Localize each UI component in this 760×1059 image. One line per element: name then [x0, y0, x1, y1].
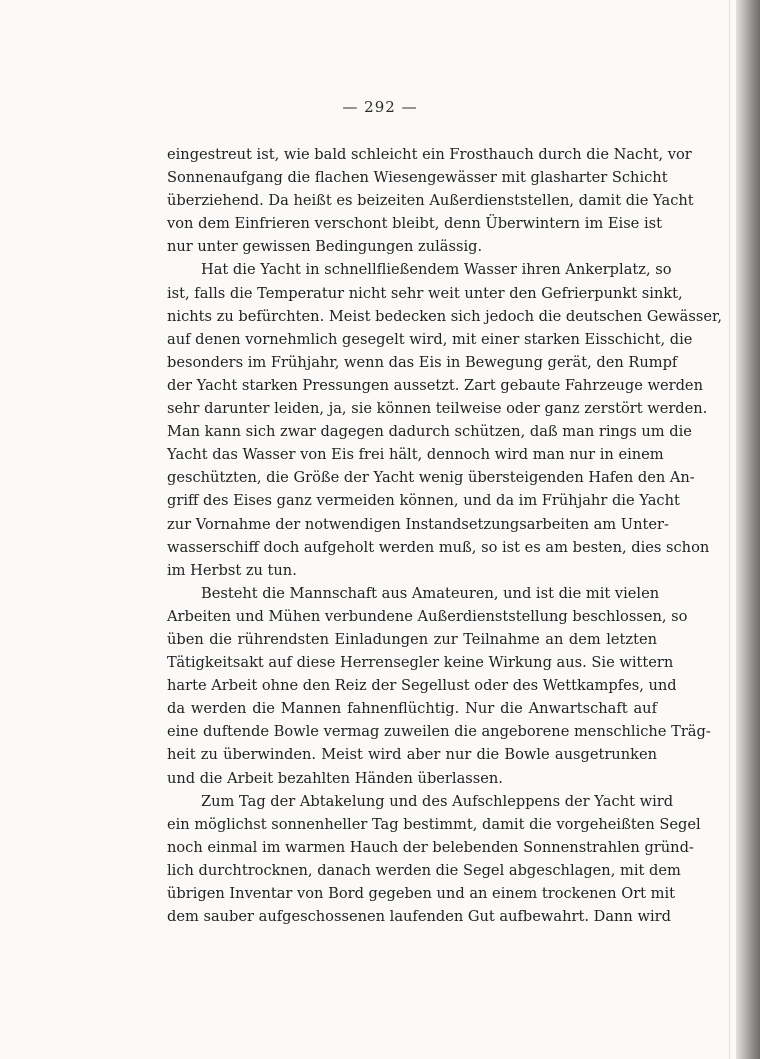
text-line: noch einmal im warmen Hauch der belebenden Sonnenstrahlen gründ- — [167, 838, 694, 856]
text-line: sehr darunter leiden, ja, sie können teilweise oder ganz zerstört werden. — [167, 400, 708, 418]
text-line: zur Vornahme der notwendigen Instandsetzungsarbeiten am Unter- — [167, 515, 669, 533]
body-text — [167, 143, 722, 928]
text-line: überziehend. Da heißt es beizeiten Außerdienststellen, damit die Yacht — [167, 192, 694, 210]
page-number: — 292 — — [342, 98, 418, 116]
text-line: ist, falls die Temperatur nicht sehr weit unter den Gefrierpunkt sinkt, — [167, 284, 683, 302]
text-line: dem sauber aufgeschossenen laufenden Gut aufbewahrt. Dann wird — [167, 908, 671, 926]
text-line: da werden die Mannen fahnenflüchtig. Nur die Anwartschaft auf — [167, 700, 657, 718]
text-line: geschützten, die Größe der Yacht wenig übersteigenden Hafen den An- — [167, 469, 695, 487]
text-line: der Yacht starken Pressungen aussetzt. Zart gebaute Fahrzeuge werden — [167, 376, 703, 394]
text-line: eingestreut ist, wie bald schleicht ein Frosthauch durch die Nacht, vor — [167, 146, 692, 163]
text-line: Besteht die Mannschaft aus Amateuren, und ist die mit vielen — [201, 584, 660, 602]
text-line: im Herbst zu tun. — [167, 561, 297, 579]
text-line: und die Arbeit bezahlten Händen überlassen. — [167, 769, 503, 787]
text-line: wasserschiff doch aufgeholt werden muß, so ist es am besten, dies schon — [167, 538, 710, 556]
text-line: ein möglichst sonnenheller Tag bestimmt, damit die vorgeheißten Segel — [167, 815, 701, 833]
text-line: Sonnenaufgang die flachen Wiesengewässer mit glasharter Schicht — [167, 169, 668, 187]
text-line: lich durchtrocknen, danach werden die Segel abgeschlagen, mit dem — [167, 861, 681, 879]
text-line: Arbeiten und Mühen verbundene Außerdienststellung beschlossen, so — [167, 607, 688, 625]
text-line: Hat die Yacht in schnellfließendem Wasser ihren Ankerplatz, so — [201, 261, 672, 279]
text-line: griff des Eises ganz vermeiden können, und da im Frühjahr die Yacht — [167, 492, 680, 510]
text-line: übrigen Inventar von Bord gegeben und an einem trockenen Ort mit — [167, 885, 676, 902]
text-line: eine duftende Bowle vermag zuweilen die angeborene menschliche Träg- — [167, 723, 711, 741]
book-spine-shadow — [736, 0, 760, 1059]
text-line: Man kann sich zwar dagegen dadurch schützen, daß man rings um die — [167, 423, 692, 441]
text-line: Tätigkeitsakt auf diese Herrensegler keine Wirkung aus. Sie wittern — [167, 654, 674, 672]
text-line: Zum Tag der Abtakelung und des Aufschleppens der Yacht wird — [201, 792, 674, 810]
text-line: Yacht das Wasser von Eis frei hält, dennoch wird man nur in einem — [167, 446, 664, 464]
text-line: von dem Einfrieren verschont bleibt, denn Überwintern im Eise ist — [167, 215, 662, 233]
text-line: nichts zu befürchten. Meist bedecken sich jedoch die deutschen Gewässer, — [167, 307, 722, 325]
text-line: nur unter gewissen Bedingungen zulässig. — [167, 238, 483, 256]
page-edge-line — [729, 0, 730, 1059]
text-line: harte Arbeit ohne den Reiz der Segellust oder des Wettkampfes, und — [167, 677, 677, 695]
text-line: üben die rührendsten Einladungen zur Teilnahme an dem letzten — [167, 630, 657, 648]
text-line: auf denen vornehmlich gesegelt wird, mit einer starken Eisschicht, die — [167, 330, 693, 348]
text-line: besonders im Frühjahr, wenn das Eis in Bewegung gerät, den Rumpf — [167, 353, 678, 371]
text-line: heit zu überwinden. Meist wird aber nur die Bowle ausgetrunken — [167, 746, 657, 764]
